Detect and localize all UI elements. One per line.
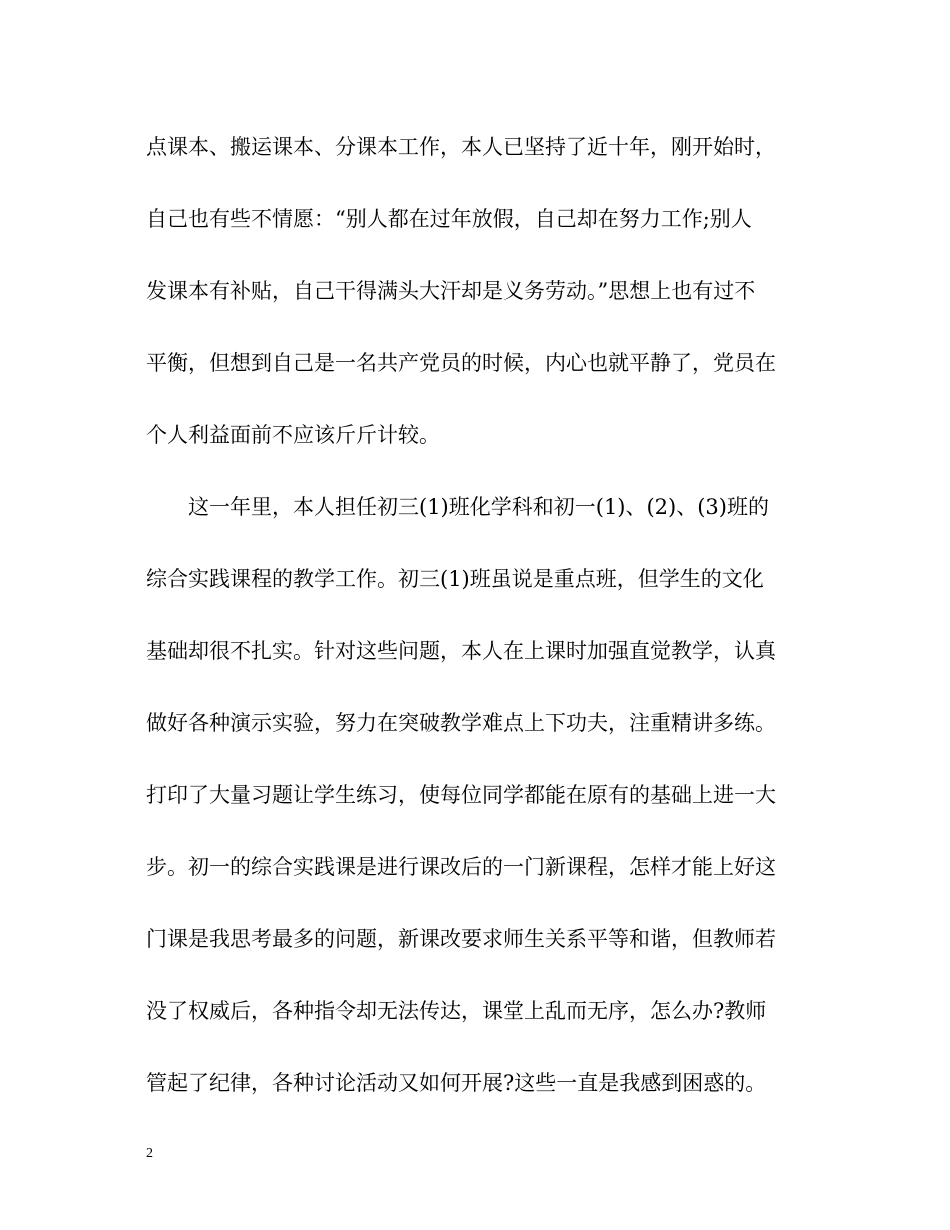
paragraph-1-line-5: 个人利益面前不应该斤斤计较。 — [146, 423, 440, 447]
paragraph-1-line-1: 点课本、搬运课本、分课本工作，本人已坚持了近十年，刚开始时， — [146, 135, 776, 159]
paragraph-1-line-2: 自己也有些不情愿：“别人都在过年放假，自己却在努力工作;别人 — [146, 207, 752, 231]
paragraph-2-line-9: 管起了纪律，各种讨论活动又如何开展?这些一直是我感到困惑的。 — [146, 1071, 767, 1095]
paragraph-2-line-2: 综合实践课程的教学工作。初三(1)班虽说是重点班，但学生的文化 — [146, 567, 764, 591]
paragraph-2-line-1: 这一年里，本人担任初三(1)班化学科和初一(1)、(2)、(3)班的 — [188, 495, 769, 519]
paragraph-2-line-3: 基础却很不扎实。针对这些问题，本人在上课时加强直觉教学，认真 — [146, 639, 776, 663]
paragraph-2-line-6: 步。初一的综合实践课是进行课改后的一门新课程，怎样才能上好这 — [146, 855, 776, 879]
paragraph-2-line-5: 打印了大量习题让学生练习，使每位同学都能在原有的基础上进一大 — [146, 783, 776, 807]
paragraph-1-line-3: 发课本有补贴，自己干得满头大汗却是义务劳动。”思想上也有过不 — [146, 279, 756, 303]
paragraph-2-line-8: 没了权威后，各种指令却无法传达，课堂上乱而无序，怎么办?教师 — [146, 999, 767, 1023]
paragraph-1-line-4: 平衡，但想到自己是一名共产党员的时候，内心也就平静了，党员在 — [146, 351, 776, 375]
paragraph-2-line-4: 做好各种演示实验，努力在突破教学难点上下功夫，注重精讲多练。 — [146, 711, 776, 735]
page-number: 2 — [146, 1146, 153, 1161]
paragraph-2-line-7: 门课是我思考最多的问题，新课改要求师生关系平等和谐，但教师若 — [146, 927, 776, 951]
